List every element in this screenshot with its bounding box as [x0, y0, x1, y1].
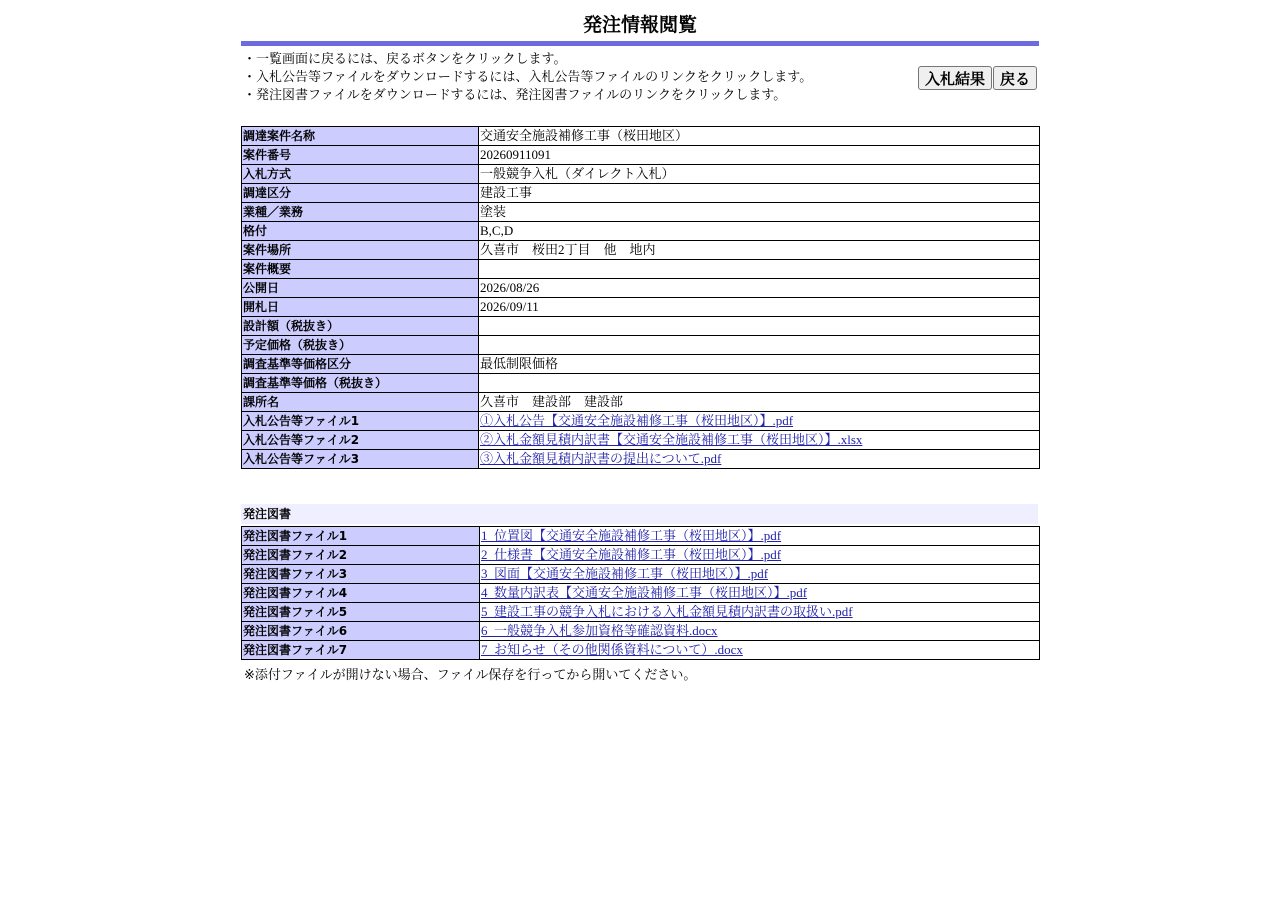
info-row — [242, 241, 1040, 260]
drawing-file-row — [242, 527, 1040, 546]
row-label: 入札公告等ファイル3 — [242, 450, 479, 469]
row-value-cell — [480, 603, 1040, 622]
notice-file-row — [242, 450, 1040, 469]
row-label: 入札公告等ファイル2 — [242, 431, 479, 450]
row-value-cell: 20260911091 — [479, 146, 1040, 165]
drawing-file-row — [242, 622, 1040, 641]
drawing-file-row — [242, 641, 1040, 660]
case-info-table — [241, 126, 1040, 469]
row-value-cell: 塗装 — [479, 203, 1040, 222]
row-value-cell — [479, 431, 1040, 450]
row-value-cell — [479, 336, 1040, 355]
drawings-table — [241, 526, 1040, 660]
info-row — [242, 355, 1040, 374]
instructions-area — [241, 46, 1039, 126]
page-container — [241, 0, 1039, 683]
row-label: 案件概要 — [242, 260, 479, 279]
drawing-file-row — [242, 565, 1040, 584]
row-value-cell: 一般競争入札（ダイレクト入札） — [479, 165, 1040, 184]
drawings-section-heading: 発注図書 — [241, 504, 1038, 524]
file-link[interactable]: 2_仕様書【交通安全施設補修工事（桜田地区）】.pdf — [481, 547, 782, 562]
row-value-cell: 久喜市 建設部 建設部 — [479, 393, 1040, 412]
row-label: 発注図書ファイル2 — [242, 546, 480, 565]
instruction-back: ・一覧画面に戻るには、戻るボタンをクリックします。 — [243, 52, 567, 67]
row-label: 課所名 — [242, 393, 479, 412]
drawing-file-row — [242, 546, 1040, 565]
row-value-cell — [480, 546, 1040, 565]
row-label: 公開日 — [242, 279, 479, 298]
row-label: 案件番号 — [242, 146, 479, 165]
file-link[interactable]: ②入札金額見積内訳書【交通安全施設補修工事（桜田地区）】.xlsx — [480, 432, 863, 447]
row-value-cell — [480, 622, 1040, 641]
row-label: 発注図書ファイル6 — [242, 622, 480, 641]
notice-file-row — [242, 431, 1040, 450]
row-label: 発注図書ファイル5 — [242, 603, 480, 622]
back-button[interactable]: 戻る — [993, 66, 1037, 90]
row-value-cell — [480, 565, 1040, 584]
file-link[interactable]: ①入札公告【交通安全施設補修工事（桜田地区）】.pdf — [480, 413, 794, 428]
notice-file-row — [242, 412, 1040, 431]
info-row — [242, 298, 1040, 317]
file-link[interactable]: 3_図面【交通安全施設補修工事（桜田地区）】.pdf — [481, 566, 769, 581]
info-row — [242, 317, 1040, 336]
info-row — [242, 146, 1040, 165]
instruction-drawing-files: ・発注図書ファイルをダウンロードするには、発注図書ファイルのリンクをクリックします。 — [243, 88, 787, 103]
row-value-cell — [479, 412, 1040, 431]
row-label: 開札日 — [242, 298, 479, 317]
row-value-cell: 最低制限価格 — [479, 355, 1040, 374]
info-row — [242, 260, 1040, 279]
row-label: 調達区分 — [242, 184, 479, 203]
file-link[interactable]: 4_数量内訳表【交通安全施設補修工事（桜田地区）】.pdf — [481, 585, 808, 600]
info-row — [242, 203, 1040, 222]
info-row — [242, 127, 1040, 146]
row-value-cell — [479, 450, 1040, 469]
file-link[interactable]: 5_建設工事の競争入札における入札金額見積内訳書の取扱い.pdf — [481, 604, 853, 619]
row-value-cell — [480, 641, 1040, 660]
row-label: 案件場所 — [242, 241, 479, 260]
row-label: 調査基準等価格区分 — [242, 355, 479, 374]
row-label: 格付 — [242, 222, 479, 241]
row-value-cell — [479, 317, 1040, 336]
row-value-cell: 2026/09/11 — [479, 298, 1040, 317]
attachment-footnote: ※添付ファイルが開けない場合、ファイル保存を行ってから開いてください。 — [244, 668, 697, 683]
row-value-cell — [480, 527, 1040, 546]
row-value-cell: 交通安全施設補修工事（桜田地区） — [479, 127, 1040, 146]
file-link[interactable]: ③入札金額見積内訳書の提出について.pdf — [480, 451, 722, 466]
file-link[interactable]: 1_位置図【交通安全施設補修工事（桜田地区）】.pdf — [481, 528, 782, 543]
row-label: 設計額（税抜き） — [242, 317, 479, 336]
instructions-list — [243, 51, 812, 105]
action-buttons — [917, 66, 1037, 90]
instruction-notice-files: ・入札公告等ファイルをダウンロードするには、入札公告等ファイルのリンクをクリックします。 — [243, 70, 813, 85]
info-row — [242, 336, 1040, 355]
row-label: 発注図書ファイル3 — [242, 565, 480, 584]
row-value-cell — [479, 260, 1040, 279]
info-row — [242, 165, 1040, 184]
info-row — [242, 374, 1040, 393]
row-label: 調査基準等価格（税抜き） — [242, 374, 479, 393]
file-link[interactable]: 6_一般競争入札参加資格等確認資料.docx — [481, 623, 718, 638]
info-row — [242, 222, 1040, 241]
row-value-cell — [480, 584, 1040, 603]
info-row — [242, 279, 1040, 298]
row-value-cell: 2026/08/26 — [479, 279, 1040, 298]
drawing-file-row — [242, 603, 1040, 622]
row-label: 業種／業務 — [242, 203, 479, 222]
row-value-cell: 建設工事 — [479, 184, 1040, 203]
row-value-cell: B,C,D — [479, 222, 1040, 241]
row-label: 発注図書ファイル4 — [242, 584, 480, 603]
row-label: 入札方式 — [242, 165, 479, 184]
info-row — [242, 393, 1040, 412]
bid-result-button[interactable]: 入札結果 — [918, 66, 992, 90]
row-label: 発注図書ファイル7 — [242, 641, 480, 660]
file-link[interactable]: 7_お知らせ（その他関係資料について）.docx — [481, 642, 743, 657]
info-row — [242, 184, 1040, 203]
row-value-cell: 久喜市 桜田2丁目 他 地内 — [479, 241, 1040, 260]
row-label: 調達案件名称 — [242, 127, 479, 146]
row-label: 発注図書ファイル1 — [242, 527, 480, 546]
row-label: 入札公告等ファイル1 — [242, 412, 479, 431]
drawing-file-row — [242, 584, 1040, 603]
row-value-cell — [479, 374, 1040, 393]
page-title: 発注情報閲覧 — [582, 14, 697, 36]
row-label: 予定価格（税抜き） — [242, 336, 479, 355]
